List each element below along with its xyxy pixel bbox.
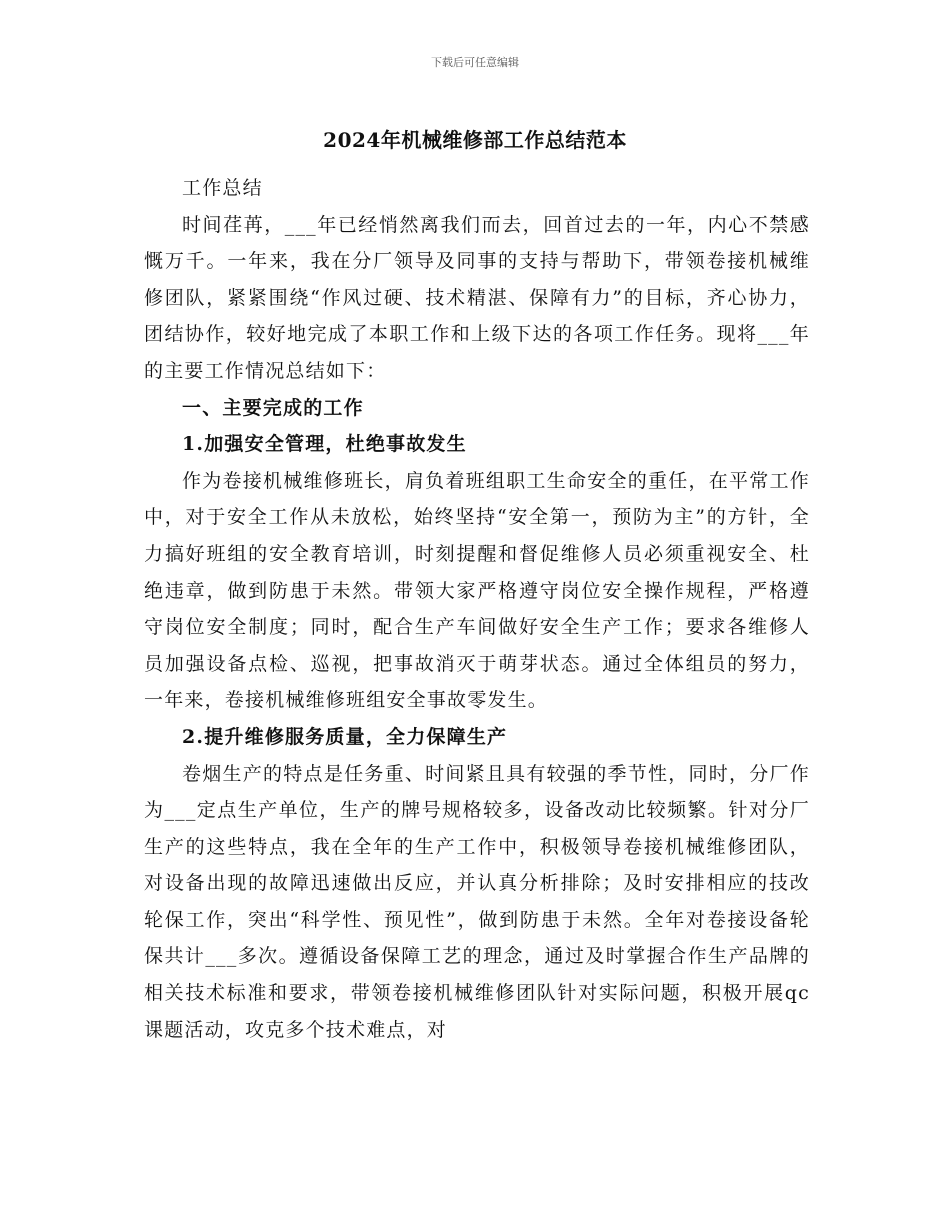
subsection-heading-1: 1.加强安全管理，杜绝事故发生: [182, 433, 467, 456]
intro-paragraph: 时间荏苒，___年已经悄然离我们而去，回首过去的一年，内心不禁感慨万千。一年来，我在分厂领导及同事的支持与帮助下，带领卷接机械维修团队，紧紧围绕“作风过硬、技术精湛、保障有力”的目标，齐心协力，团结协作，较好地完成了本职工作和上级下达的各项工作任务。现将___年的主要工作情况总结如下：: [144, 213, 810, 382]
service-paragraph: 卷烟生产的特点是任务重、时间紧且具有较强的季节性，同时，分厂作为___定点生产单位，生产的牌号规格较多，设备改动比较频繁。针对分厂生产的这些特点，我在全年的生产工作中，积极领导卷接机械维修团队，对设备出现的故障迅速做出反应，并认真分析排除；及时安排相应的技改轮保工作，突出“科学性、预见性”，做到防患于未然。全年对卷接设备轮保共计___多次。遵循设备保障工艺的理念，通过及时掌握合作生产品牌的相关技术标准和要求，带领卷接机械维修团队针对实际问题，积极开展qc课题活动，攻克多个技术难点，对: [144, 762, 810, 1041]
section-label: 工作总结: [182, 177, 263, 199]
subsection-heading-2: 2.提升维修服务质量，全力保障生产: [182, 725, 508, 748]
section-heading: 一、主要完成的工作: [182, 396, 364, 419]
safety-paragraph: 作为卷接机械维修班长，肩负着班组职工生命安全的重任，在平常工作中，对于安全工作从未放松，始终坚持“安全第一，预防为主”的方针，全力搞好班组的安全教育培训，时刻提醒和督促维修人员必须重视安全、杜绝违章，做到防患于未然。带领大家严格遵守岗位安全操作规程，严格遵守岗位安全制度；同时，配合生产车间做好安全生产工作；要求各维修人员加强设备点检、巡视，把事故消灭于萌芽状态。通过全体组员的努力，一年来，卷接机械维修班组安全事故零发生。: [144, 469, 810, 712]
document-title: 2024年机械维修部工作总结范本: [323, 128, 627, 152]
document-body: [144, 170, 810, 1048]
header-note: 下载后可任意编辑: [431, 56, 519, 69]
